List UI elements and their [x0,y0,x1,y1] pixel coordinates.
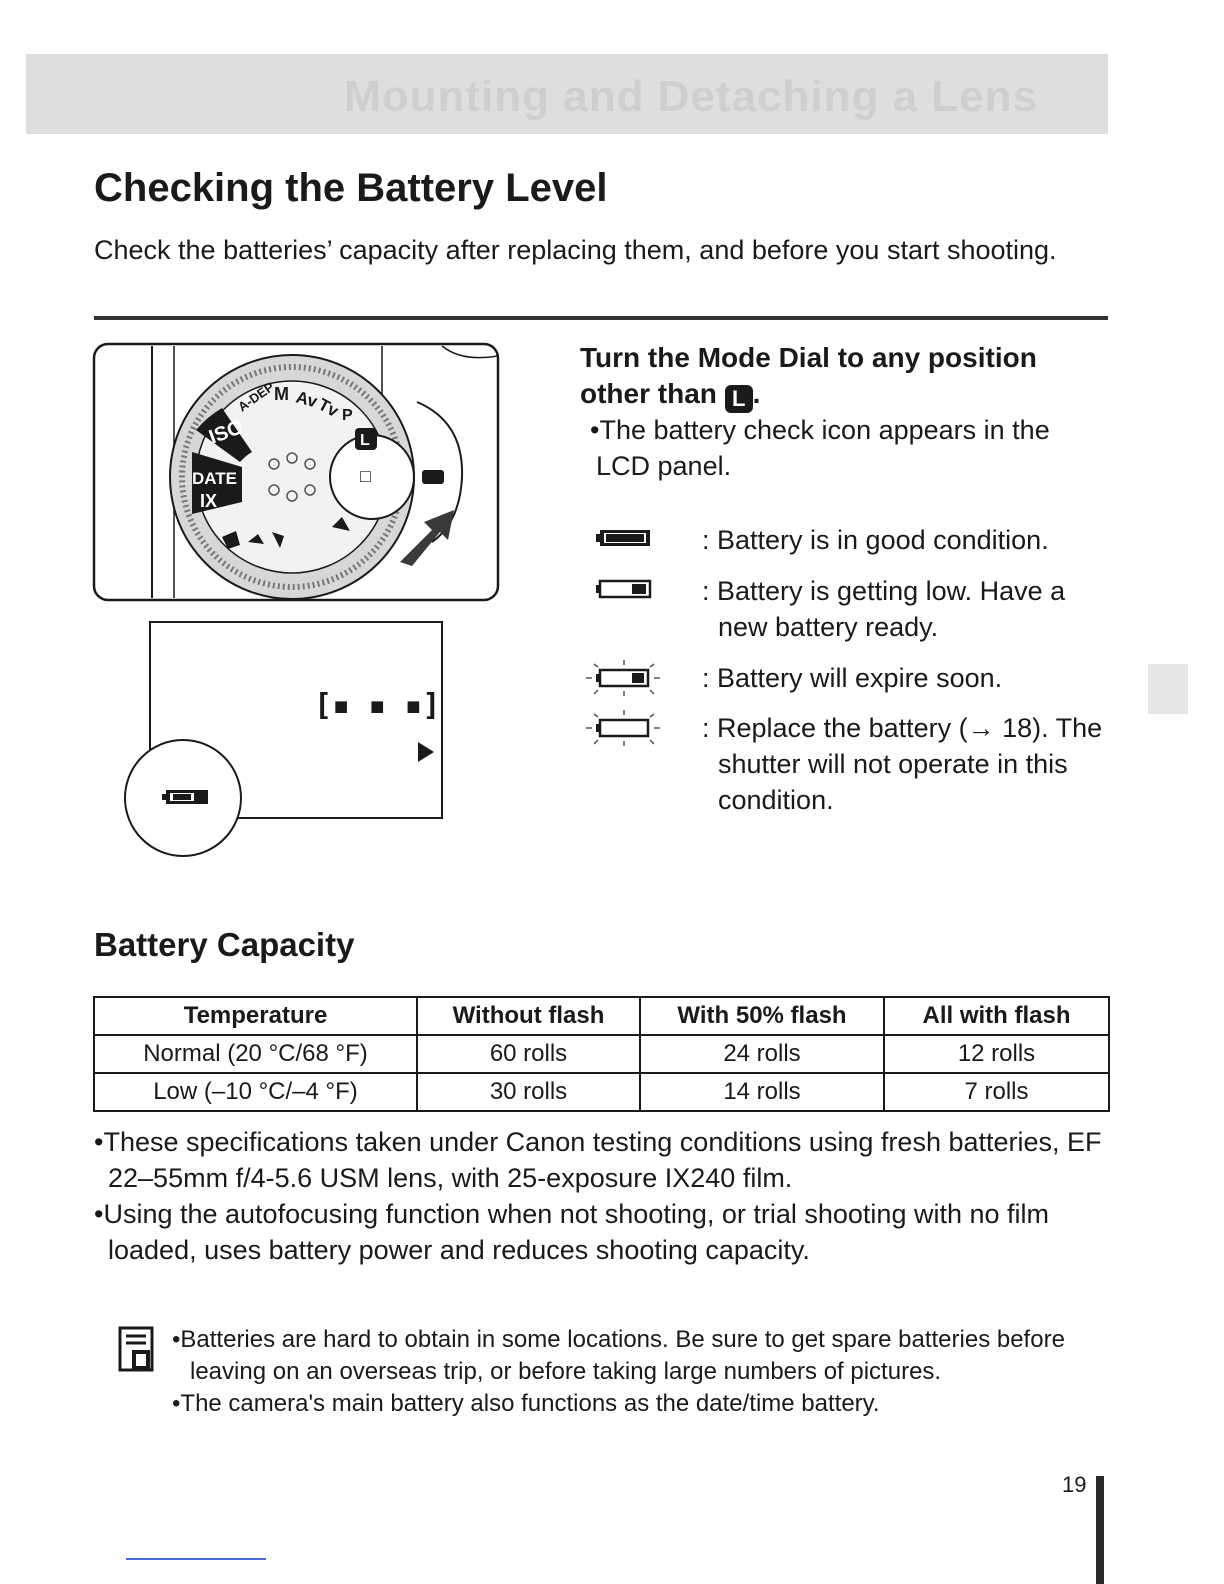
dial-label-l: L [360,432,370,449]
column-header: All with flash [884,997,1109,1035]
lcd-panel-illustration [124,620,454,864]
dial-label-off: □ [360,466,371,486]
battery-blinking-empty-icon [584,710,664,750]
l-mode-icon: L [725,385,753,413]
table-header-row [94,997,1109,1035]
dial-label-av: Av [293,387,320,412]
table-cell: 14 rolls [640,1073,884,1111]
battery-low-icon [584,573,654,609]
table-cell: Low (–10 °C/–4 °F) [94,1073,417,1111]
side-thumb-tab [1148,664,1188,714]
page-number: 19 [1062,1472,1087,1497]
memo-item: •Batteries are hard to obtain in some locations. Be sure to get spare batteries before leaving on an overseas trip, or before taking large numbers of pictures. [172,1326,1065,1385]
table-cell: 7 rolls [884,1073,1109,1111]
memo-icon [116,1326,156,1372]
table-cell: 30 rolls [417,1073,640,1111]
table-cell: 12 rolls [884,1035,1109,1073]
dial-label-date: DATE [192,469,238,488]
lcd-af-frame-icon: [▪ ▪ ▪] [314,688,441,723]
battery-state-text: : Battery is getting low. Have a new battery ready. [702,576,1066,642]
section-divider [94,316,1108,320]
table-cell: 24 rolls [640,1035,884,1073]
memo-notes [172,1324,1112,1420]
dial-label-m: M [274,384,289,404]
column-header: Temperature [94,997,417,1035]
dial-label-tv: Tv [315,394,342,421]
memo-item: •The camera's main battery also functions as the date/time battery. [172,1390,880,1417]
table-row [94,1073,1109,1111]
column-header: With 50% flash [640,997,884,1035]
dial-label-a-dep: A-DEP [235,378,277,415]
note-item: •Using the autofocusing function when not shooting, or trial shooting with no film loaded, uses battery power and reduces shooting capacity. [94,1199,1050,1265]
column-header: Without flash [417,997,640,1035]
battery-blinking-low-icon [584,660,664,700]
intro-text: Check the batteries’ capacity after replacing them, and before you start shooting. [94,235,1057,265]
step-bullet: •The battery check icon appears in the LCD panel. [590,415,1050,481]
step-heading [580,340,1100,413]
dial-label-iso: ISO [206,416,247,449]
step-heading-period: . [752,378,761,409]
dial-label-p: P [342,407,353,424]
dial-label-ix: IX [200,491,218,511]
capacity-notes [94,1124,1104,1268]
battery-state-text: : Replace the battery (→ 18). The shutter will not operate in this condition. [702,713,1103,815]
battery-state-text: : Battery will expire soon. [702,663,1003,693]
page-edge-bar [1096,1476,1104,1584]
battery-full-icon [584,522,654,558]
battery-state-text: : Battery is in good condition. [702,525,1049,555]
header-ghost-title: Mounting and Detaching a Lens [344,72,1038,121]
battery-capacity-title: Battery Capacity [94,926,355,963]
mode-dial-illustration [92,342,502,604]
page-title: Checking the Battery Level [94,166,608,210]
table-cell: Normal (20 °C/68 °F) [94,1035,417,1073]
table-row [94,1035,1109,1073]
table-cell: 60 rolls [417,1035,640,1073]
step-heading-text: Turn the Mode Dial to any position other than [580,342,1037,409]
footer-rule [126,1558,266,1560]
header-band [26,54,1108,134]
note-item: •These specifications taken under Canon testing conditions using fresh batteries, EF 22–55mm f/4-5.6 USM lens, with 25-exposure IX240 film. [94,1127,1102,1193]
battery-capacity-table [93,996,1110,1112]
